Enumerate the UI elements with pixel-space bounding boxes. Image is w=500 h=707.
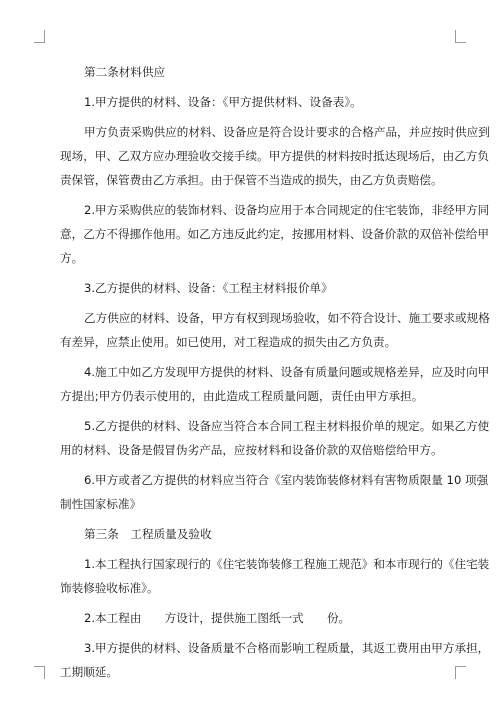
section-heading: 第二条材料供应	[84, 65, 166, 79]
paragraph-line: 意，乙方不得挪作他用。如乙方违反此约定，按挪用材料、设备价款的双倍补偿给甲	[60, 227, 489, 241]
clause-2-6: 6.甲方或者乙方提供的材料应当符合《室内装饰装修材料有害物质限量 10 项强	[84, 473, 489, 487]
clause-2-1: 1.甲方提供的材料、设备：《甲方提供材料、设备表》。	[84, 95, 362, 109]
clause-3-1: 1.本工程执行国家现行的《住宅装饰装修工程施工规范》和本市现行的《住宅装	[84, 557, 490, 571]
paragraph-line: 乙方供应的材料、设备，甲方有权到现场验收，如不符合设计、施工要求或规格	[84, 311, 490, 325]
paragraph-line: 甲方负责采购供应的材料、设备应是符合设计要求的合格产品，并应按时供应到	[84, 125, 490, 139]
clause-3-2: 2.本工程由 方设计，提供施工图纸一式 份。	[84, 611, 351, 625]
crop-mark-top-right	[455, 30, 466, 43]
clause-2-3: 3.乙方提供的材料、设备：《工程主材料报价单》	[84, 281, 333, 295]
crop-mark-top-left	[34, 30, 45, 43]
paragraph-line: 有差异，应禁止使用。如已使用，对工程造成的损失由乙方负责。	[60, 335, 397, 349]
clause-2-2: 2.甲方采购供应的装饰材料、设备均应用于本合同规定的住宅装饰，非经甲方同	[84, 203, 490, 217]
clause-3-3: 3.甲方提供的材料、设备质量不合格而影响工程质量，其返工费用由甲方承担，	[84, 641, 490, 655]
paragraph-line: 饰装修验收标准》。	[60, 581, 159, 595]
clause-2-4: 4.施工中如乙方发现甲方提供的材料、设备有质量问题或规格差异，应及时向甲	[84, 365, 490, 379]
paragraph-line: 责保管，保管费由乙方承担。由于保管不当造成的损失，由乙方负责赔偿。	[60, 173, 443, 187]
clause-2-5: 5.乙方提供的材料、设备应当符合本合同工程主材料报价单的规定。如果乙方使	[84, 419, 490, 433]
paragraph-line: 方提出;甲方仍表示使用的，由此造成工程质量问题，责任由甲方承担。	[60, 389, 424, 403]
paragraph-line: 工期顺延。	[60, 665, 118, 679]
document-body	[60, 64, 490, 681]
paragraph-line: 方。	[60, 251, 84, 265]
section-heading: 第三条 工程质量及验收	[84, 527, 212, 541]
paragraph-line: 现场，甲、乙双方应办理验收交接手续。甲方提供的材料按时抵达现场后，由乙方负	[60, 149, 489, 163]
paragraph-line: 制性国家标准》	[60, 497, 142, 511]
crop-mark-bottom-left	[34, 666, 45, 679]
crop-mark-bottom-right	[455, 666, 466, 679]
paragraph-line: 用的材料、设备是假冒伪劣产品，应按材料和设备价款的双倍赔偿给甲方。	[60, 443, 443, 457]
